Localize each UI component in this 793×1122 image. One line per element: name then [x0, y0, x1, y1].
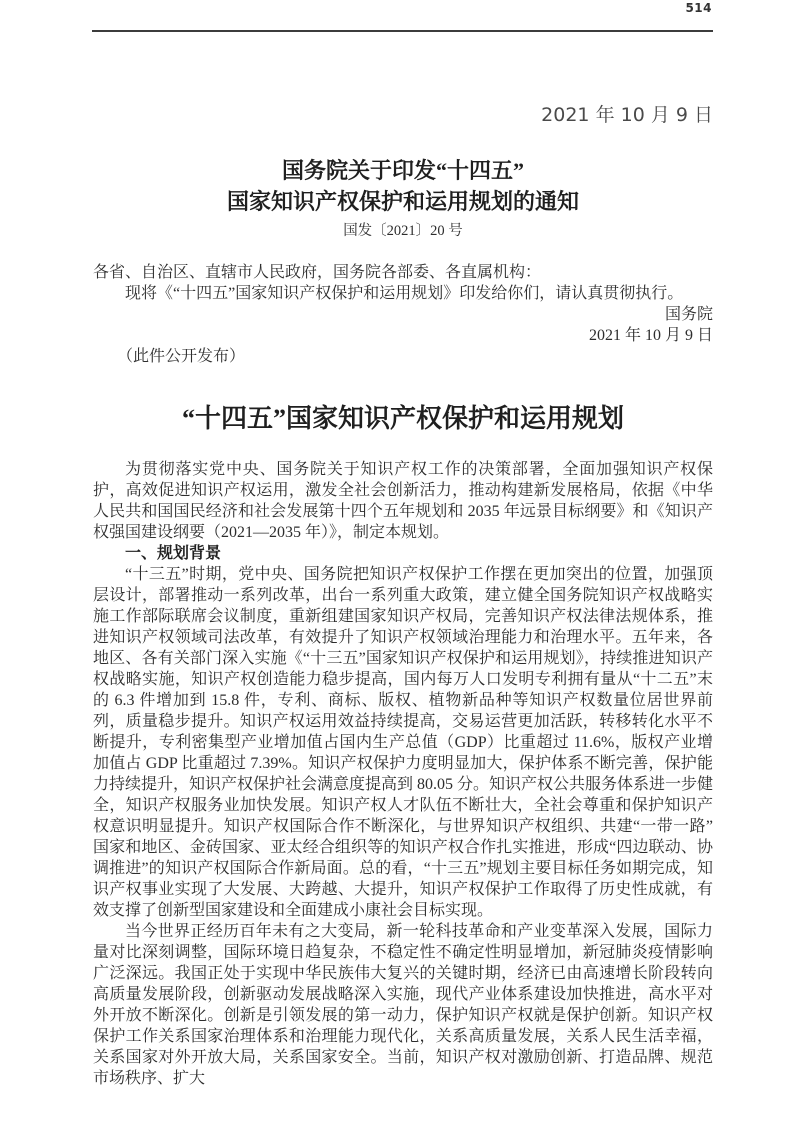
header-rule-divider [92, 30, 713, 32]
plan-intro-paragraph: 为贯彻落实党中央、国务院关于知识产权工作的决策部署，全面加强知识产权保护，高效促进知识产权运用，激发全社会创新活力，推动构建新发展格局，依据《中华人民共和国国民经济和社会发展第十四个五年规划和 2035 年远景目标纲要》和《知识产权强国建设纲要（2021—2035 年）》，制定本规划。 [93, 461, 713, 541]
plan-title: “十四五”国家知识产权保护和运用规划 [181, 404, 624, 433]
notice-body-text: 现将《“十四五”国家知识产权保护和运用规划》印发给你们，请认真贯彻执行。 [125, 285, 684, 302]
notice-title [93, 155, 713, 217]
notice-title-line-1: 国务院关于印发“十四五” [281, 158, 524, 183]
salutation: 各省、自治区、直辖市人民政府，国务院各部委、各直属机构： [93, 264, 542, 281]
plan-body [93, 459, 713, 1089]
header-date: 2021 年 10 月 9 日 [541, 104, 713, 126]
page-number: 514 [685, 1, 712, 15]
notice-title-line-2: 国家知识产权保护和运用规划的通知 [226, 189, 579, 214]
signer: 国务院 [664, 306, 713, 323]
plan-paragraph-2: 当今世界正经历百年未有之大变局，新一轮科技革命和产业变革深入发展，国际力量对比深刻调整，国际环境日趋复杂，不稳定性不确定性明显增加，新冠肺炎疫情影响广泛深远。我国正处于实现中华民族伟大复兴的关键时期，经济已由高速增长阶段转向高质量发展阶段，创新驱动发展战略深入实施，现代产业体系建设加快推进，高水平对外开放不断深化。创新是引领发展的第一动力，保护知识产权就是保护创新。知识产权保护工作关系国家治理体系和治理能力现代化，关系高质量发展，关系人民生活幸福，关系国家对外开放大局，关系国家安全。当前，知识产权对激励创新、打造品牌、规范市场秩序、扩大 [93, 923, 713, 1087]
publish-note: （此件公开发布） [117, 348, 246, 365]
plan-paragraph-1: “十三五”时期，党中央、国务院把知识产权保护工作摆在更加突出的位置，加强顶层设计，部署推动一系列改革，出台一系列重大政策，建立健全国务院知识产权战略实施工作部际联席会议制度，重新组建国家知识产权局，完善知识产权法律法规体系，推进知识产权领域司法改革，有效提升了知识产权领域治理能力和治理水平。五年来，各地区、各有关部门深入实施《“十三五”国家知识产权保护和运用规划》，持续推进知识产权战略实施，知识产权创造能力稳步提高，国内每万人口发明专利拥有量从“十二五”末的 6.3 件增加到 15.8 件，专利、商标、版权、植物新品种等知识产权数量位居世界前列，质量稳步提升。知识产权运用效益持续提高，交易运营更加活跃，转移转化水平不断提升，专利密集型产业增加值占国内生产总值（GDP）比重超过 11.6%，版权产业增加值占 GDP 比重超过 7.39%。知识产权保护力度明显加大，保护体系不断完善，保护能力持续提升，知识产权保护社会满意度提高到 80.05 分。知识产权公共服务体系进一步健全，知识产权服务业加快发展。知识产权人才队伍不断壮大，全社会尊重和保护知识产权意识明显提升。知识产权国际合作不断深化，与世界知识产权组织、共建“一带一路”国家和地区、金砖国家、亚太经合组织等的知识产权合作扎实推进，形成“四边联动、协调推进”的知识产权国际合作新局面。总的看，“十三五”规划主要目标任务如期完成，知识产权事业实现了大发展、大跨越、大提升，知识产权保护工作取得了历史性成就，有效支撑了创新型国家建设和全面建成小康社会目标实现。 [93, 566, 714, 919]
document-number: 国发〔2021〕20 号 [343, 223, 463, 239]
notice-body [93, 262, 713, 367]
sign-date: 2021 年 10 月 9 日 [588, 327, 713, 344]
section-heading-background: 一、规划背景 [125, 545, 222, 562]
